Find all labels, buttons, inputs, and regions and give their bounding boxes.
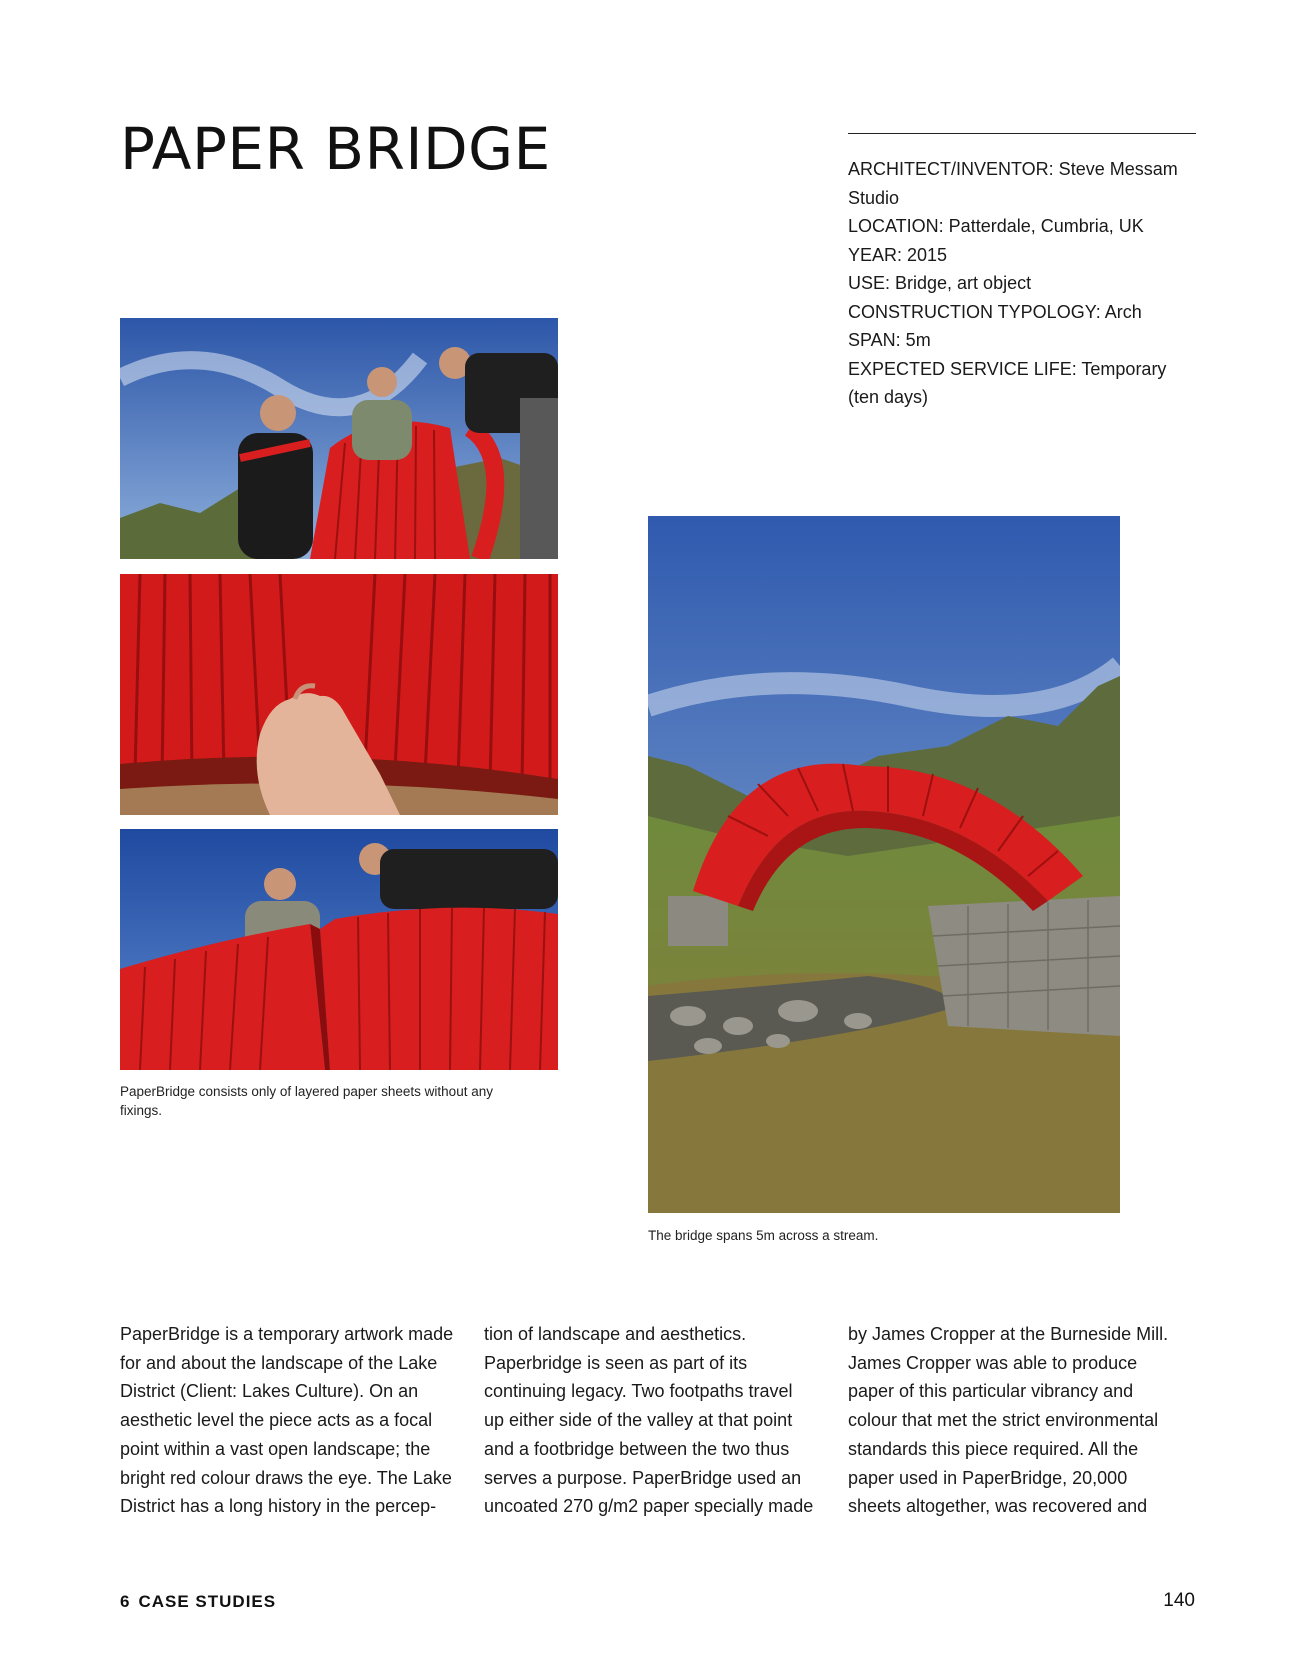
- photo-split-paper-arch: [120, 829, 558, 1070]
- caption-right: The bridge spans 5m across a stream.: [648, 1228, 879, 1243]
- meta-architect: ARCHITECT/INVENTOR: Steve Messam: [848, 159, 1178, 179]
- body-line: and a footbridge between the two thus: [484, 1438, 790, 1459]
- photo-men-lifting-arch: [120, 318, 558, 559]
- photo-hand-on-paper: [120, 574, 558, 815]
- body-column-3: [848, 1320, 1196, 1521]
- body-line: up either side of the valley at that point: [484, 1410, 793, 1431]
- body-line: uncoated 270 g/m2 paper specially made: [484, 1496, 814, 1517]
- body-line: colour that met the strict environmental: [848, 1410, 1159, 1431]
- body-line: James Cropper was able to produce: [848, 1352, 1138, 1373]
- body-line: paper used in PaperBridge, 20,000: [848, 1467, 1128, 1488]
- meta-span: SPAN: 5m: [848, 330, 931, 350]
- body-line: by James Cropper at the Burneside Mill.: [848, 1324, 1169, 1344]
- body-line: point within a vast open landscape; the: [120, 1438, 431, 1459]
- photo-paper-bridge-stream: [648, 516, 1120, 1213]
- body-line: paper of this particular vibrancy and: [848, 1381, 1134, 1402]
- meta-architect-cont: Studio: [848, 187, 900, 208]
- meta-service-life: EXPECTED SERVICE LIFE: Temporary: [848, 358, 1167, 379]
- project-meta: [848, 155, 1196, 412]
- meta-divider: [848, 133, 1196, 134]
- body-line: standards this piece required. All the: [848, 1438, 1139, 1459]
- meta-service-life-cont: (ten days): [848, 387, 929, 407]
- body-line: District (Client: Lakes Culture). On an: [120, 1381, 419, 1402]
- body-line: continuing legacy. Two footpaths travel: [484, 1381, 793, 1402]
- caption-left: PaperBridge consists only of layered paper sheets without any fixings.: [120, 1084, 493, 1118]
- footer-chapter: [120, 1592, 276, 1612]
- meta-year: YEAR: 2015: [848, 244, 948, 265]
- meta-use: USE: Bridge, art object: [848, 273, 1032, 293]
- body-line: Paperbridge is seen as part of its: [484, 1352, 748, 1373]
- chapter-title: CASE STUDIES: [138, 1592, 277, 1611]
- page-number: 140: [1163, 1590, 1195, 1611]
- body-line: aesthetic level the piece acts as a focal: [120, 1410, 433, 1431]
- body-column-1: [120, 1320, 468, 1521]
- meta-typology: CONSTRUCTION TYPOLOGY: Arch: [848, 301, 1142, 322]
- meta-location: LOCATION: Patterdale, Cumbria, UK: [848, 216, 1144, 236]
- chapter-number: 6: [120, 1592, 131, 1611]
- page-title: PAPER BRIDGE: [120, 115, 551, 183]
- body-line: for and about the landscape of the Lake: [120, 1352, 438, 1373]
- body-column-2: [484, 1320, 832, 1521]
- body-line: PaperBridge is a temporary artwork made: [120, 1324, 454, 1344]
- body-line: tion of landscape and aesthetics.: [484, 1324, 747, 1344]
- body-line: District has a long history in the percep-: [120, 1496, 437, 1517]
- body-line: bright red colour draws the eye. The Lake: [120, 1467, 452, 1488]
- body-line: serves a purpose. PaperBridge used an: [484, 1467, 802, 1488]
- body-line: sheets altogether, was recovered and: [848, 1496, 1148, 1517]
